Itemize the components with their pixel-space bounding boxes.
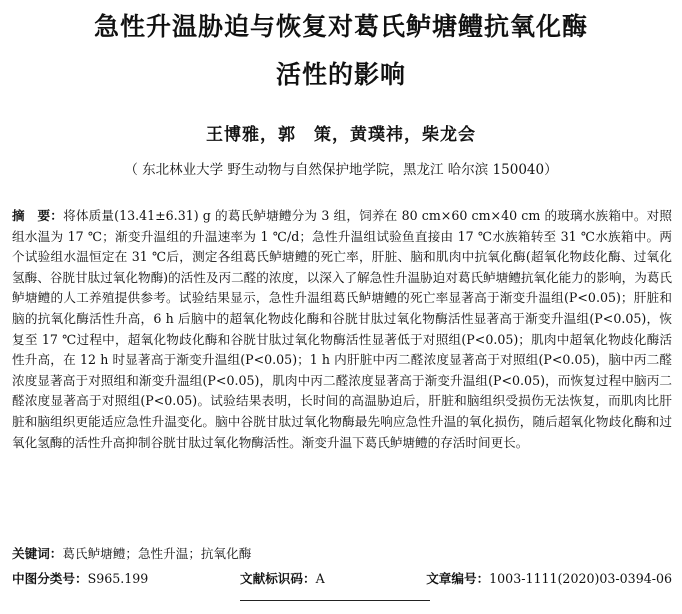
document-code [240,569,325,589]
document-code-label: 文献标识码： [240,571,316,586]
article-number [426,569,672,589]
clc-number [12,569,148,589]
author-list: 王博雅，郭 策，黄璞祎，柴龙会 [206,125,476,145]
article-number-label: 文章编号： [426,571,490,586]
clc-label: 中图分类号： [12,571,88,586]
keywords-text: 葛氏鲈塘鳢；急性升温；抗氧化酶 [62,546,252,561]
abstract-text: 将体质量(13.41±6.31) g 的葛氏鲈塘鳢分为 3 组，饲养在 80 cm×60 cm×40 cm 的玻璃水族箱中。对照组水温为 17 ℃；渐变升温组的升温速率为 1 ℃/d；急性升温组试验鱼直接由 17 ℃水族箱转至 31 ℃水族箱中。两个试验组水温恒定在 31 ℃后，测定各组葛氏鲈塘鳢的死亡率，肝脏、脑和肌肉中抗氧化酶(超氧化物歧化酶、过氧化氢酶、谷胱甘肽过氧化物酶)的活性及丙二醛的浓度，以深入了解急性升温胁迫对葛氏鲈塘鳢抗氧化能力的影响，为葛氏鲈塘鳢的人工养殖提供参考。试验结果显示，急性升温组葛氏鲈塘鳢的死亡率显著高于渐变升温组(P<0.05)；肝脏和脑的抗氧化酶活性升高，6 h 后脑中的超氧化物歧化酶和谷胱甘肽过氧化物酶活性显著高于渐变升温组(P<0.05)，恢复至 17 ℃过程中，超氧化物歧化酶和谷胱甘肽过氧化物酶活性显著低于对照组(P<0.05)；肌肉中超氧化物歧化酶活性升高，在 12 h 时显著高于渐变升温组(P<0.05)；1 h 内肝脏中丙二醛浓度显著高于对照组(P<0.05)，脑中丙二醛浓度显著高于对照组和渐变升温组(P<0.05)，肌肉中丙二醛浓度显著高于渐变升温组(P<0.05)，而恢复过程中脑丙二醛浓度显著高于对照组(P<0.05)。试验结果表明，长时间的高温胁迫后，肝脏和脑组织受损伤无法恢复，而肌肉比肝脏和脑组织更能适应急性升温变化。脑中谷胱甘肽过氧化物酶最先响应急性升温的氧化损伤，随后超氧化物歧化酶和过氧化氢酶的活性升高抑制谷胱甘肽过氧化物酶活性。渐变升温下葛氏鲈塘鳢的存活时间更长。 [12,208,672,450]
clc-value: S965.199 [87,571,149,586]
keywords-label: 关键词： [12,546,63,561]
footnote-divider [240,600,430,601]
article-number-value: 1003-1111(2020)03-0394-06 [489,571,672,586]
classification-line [12,569,672,589]
abstract [12,206,672,453]
paper-title-line-1: 急性升温胁迫与恢复对葛氏鲈塘鳢抗氧化酶 [93,12,588,41]
affiliation: （ 东北林业大学 野生动物与自然保护地学院，黑龙江 哈尔滨 150040） [124,162,558,178]
abstract-label: 摘 要： [12,208,64,223]
keywords [12,544,672,564]
document-code-value: A [315,571,325,586]
paper-title-line-2: 活性的影响 [275,60,406,89]
